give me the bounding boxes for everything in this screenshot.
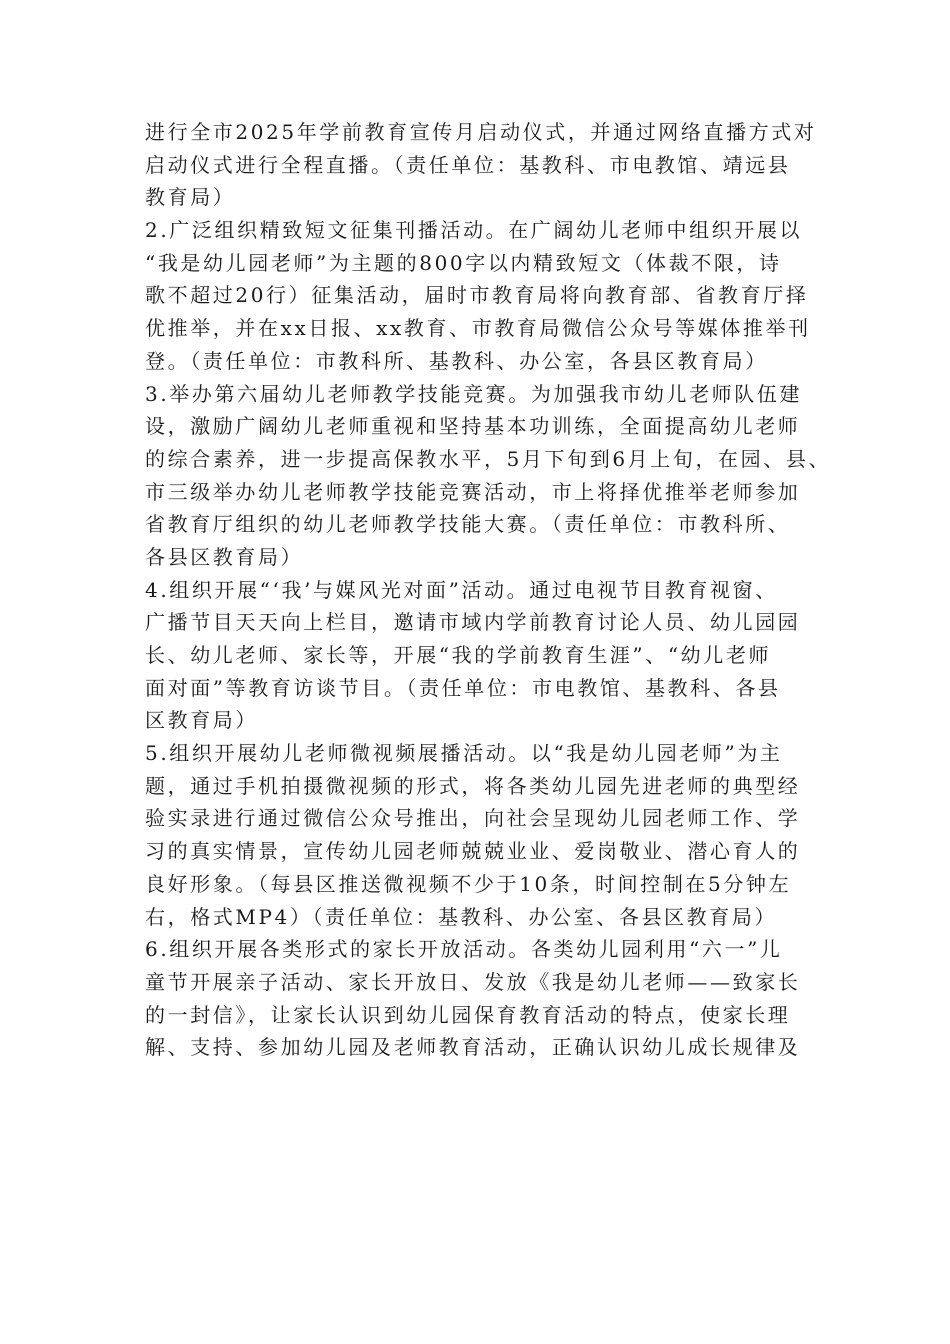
text-line: 长、幼儿老师、家长等，开展“我的学前教育生涯”、“幼儿老师: [145, 643, 772, 667]
text-line: 3.举办第六届幼儿老师教学技能竞赛。为加强我市幼儿老师队伍建: [145, 381, 803, 406]
text-line: 教育局）: [145, 185, 236, 210]
text-line: 6.组织开展各类形式的家长开放活动。各类幼儿园利用“六一”儿: [145, 937, 783, 962]
text-line: 的一封信》，让家长认识到幼儿园保育教育活动的特点，使家长理: [145, 1002, 791, 1027]
text-line: 5.组织开展幼儿老师微视频展播活动。以“我是幼儿园老师”为主: [145, 741, 783, 766]
text-line: 登。（责任单位：市教科所、基教科、办公室，各县区教育局）: [145, 348, 768, 373]
text-line: 的综合素养，进一步提高保教水平，5月下旬到6月上旬，在园、县、: [145, 446, 832, 471]
text-line: “我是幼儿园老师”为主题的800字以内精致短文（体裁不限，诗: [145, 250, 782, 275]
text-line: 解、支持、参加幼儿园及老师教育活动，正确认识幼儿成长规律及: [145, 1035, 801, 1060]
text-line: 广播节目天天向上栏目，邀请市域内学前教育讨论人员、幼儿园园: [145, 610, 801, 635]
text-line: 面对面”等教育访谈节目。（责任单位：市电教馆、基教科、各县: [145, 675, 781, 700]
text-line: 题，通过手机拍摄微视频的形式，将各类幼儿园先进老师的典型经: [145, 773, 801, 798]
text-line: 市三级举办幼儿老师教学技能竞赛活动，市上将择优推举老师参加: [145, 479, 801, 504]
text-line: 区教育局）: [145, 708, 258, 733]
text-line: 2.广泛组织精致短文征集刊播活动。在广阔幼儿老师中组织开展以: [145, 218, 803, 243]
text-line: 4.组织开展“‘我’与媒风光对面”活动。通过电视节目教育视窗、: [145, 577, 778, 602]
document-body: [145, 116, 832, 1064]
text-line: 优推举，并在xx日报、xx教育、市教育局微信公众号等媒体推举刊: [145, 316, 811, 341]
text-line: 良好形象。（每县区推送微视频不少于10条，时间控制在5分钟左: [145, 871, 792, 896]
text-line: 歌不超过20行）征集活动，届时市教育局将向教育部、省教育厅择: [145, 283, 809, 308]
text-line: 设，激励广阔幼儿老师重视和坚持基本功训练，全面提高幼儿老师: [145, 414, 801, 439]
text-line: 进行全市2025年学前教育宣传月启动仪式，并通过网络直播方式对: [145, 120, 817, 144]
text-line: 童节开展亲子活动、家长开放日、发放《我是幼儿老师——致家长: [145, 969, 801, 994]
text-line: 启动仪式进行全程直播。（责任单位：基教科、市电教馆、靖远县: [145, 152, 791, 177]
text-line: 右，格式MP4）（责任单位：基教科、办公室、各县区教育局）: [145, 904, 778, 929]
text-line: 习的真实情景，宣传幼儿园老师兢兢业业、爱岗敬业、潜心育人的: [145, 839, 801, 864]
text-line: 验实录进行通过微信公众号推出，向社会呈现幼儿园老师工作、学: [145, 806, 801, 831]
text-line: 各县区教育局）: [145, 544, 304, 569]
text-line: 省教育厅组织的幼儿老师教学技能大赛。（责任单位：市教科所、: [145, 512, 791, 537]
